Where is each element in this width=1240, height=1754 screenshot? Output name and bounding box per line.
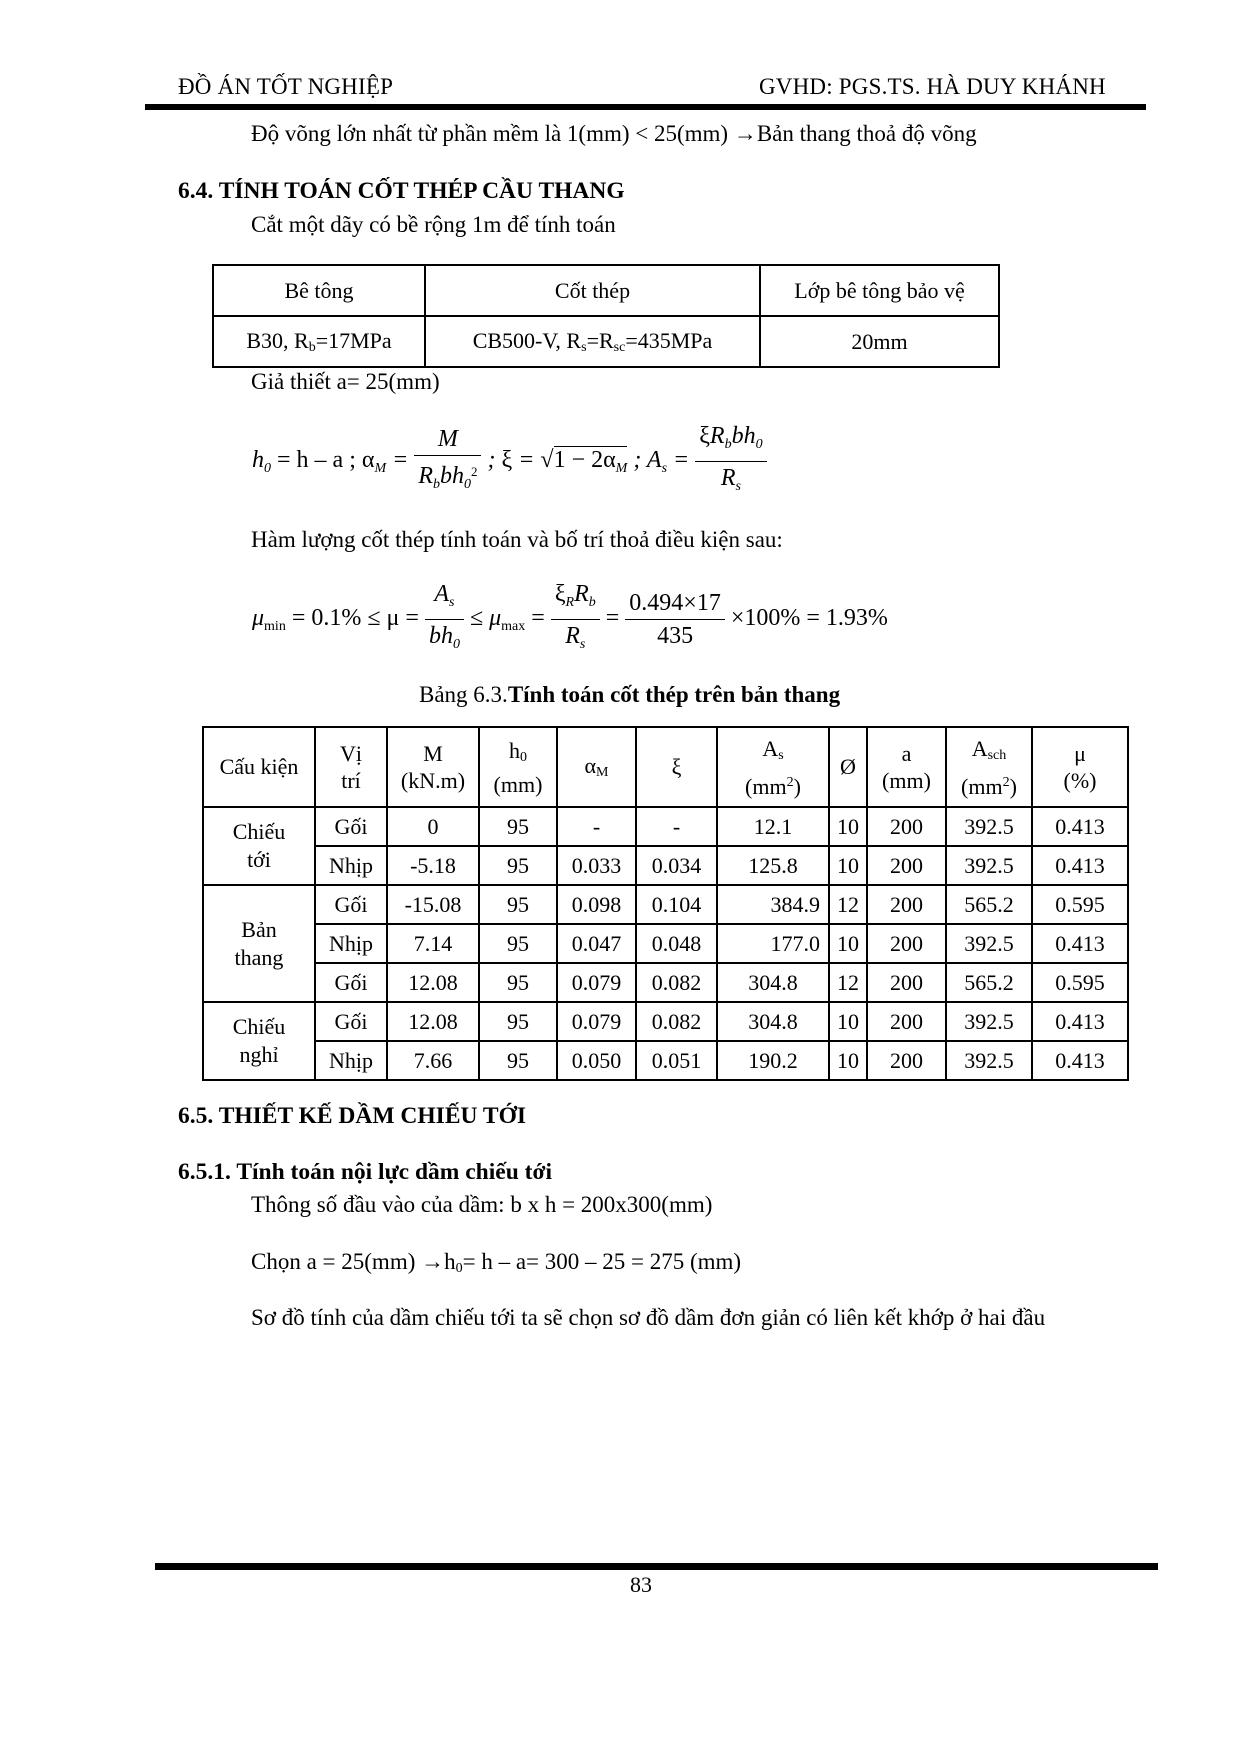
cell: Nhịp bbox=[315, 846, 387, 885]
cell: 95 bbox=[479, 885, 557, 924]
cell: Nhịp bbox=[315, 924, 387, 963]
ratio-condition-text: Hàm lượng cốt thép tính toán và bố trí thoả điều kiện sau: bbox=[251, 527, 783, 552]
footer-rule bbox=[155, 1563, 1158, 1570]
col-h0: $h_0$ (mm) bbox=[479, 727, 557, 807]
choose-a-line: Chọn $a = 25(mm) \to h_0= h - a= 300 - 25 = 275$ (mm) bbox=[251, 1249, 742, 1276]
cell: 12.1 bbox=[717, 807, 829, 846]
col-diameter: Ø bbox=[829, 727, 867, 807]
cell: 565.2 bbox=[946, 885, 1032, 924]
cell: 0.413 bbox=[1032, 807, 1128, 846]
section-6-5-title: 6.5. THIẾT KẾ DẦM CHIẾU TỚI bbox=[178, 1103, 527, 1129]
cell: 12.08 bbox=[387, 1002, 479, 1041]
table-row bbox=[203, 963, 1128, 1002]
cell: Gối bbox=[315, 1002, 387, 1041]
cell: 0.413 bbox=[1032, 1002, 1128, 1041]
materials-steel: CB500-V, $R_s=R_{sc}=435MPa$ bbox=[425, 316, 760, 367]
table-row bbox=[203, 807, 1128, 846]
cell: 392.5 bbox=[946, 1041, 1032, 1080]
cell: 0.413 bbox=[1032, 1041, 1128, 1080]
steel-table-header-row bbox=[203, 727, 1128, 807]
header-right: GVHD: PGS.TS. HÀ DUY KHÁNH bbox=[759, 74, 1106, 99]
cell: 392.5 bbox=[946, 846, 1032, 885]
cell: 12.08 bbox=[387, 963, 479, 1002]
cell: 304.8 bbox=[717, 1002, 829, 1041]
header-left: ĐỒ ÁN TỐT NGHIỆP bbox=[178, 74, 394, 99]
cell: Gối bbox=[315, 885, 387, 924]
materials-cover: 20mm bbox=[760, 316, 999, 367]
group-ban-thang: Bản thang bbox=[203, 885, 315, 1002]
cell: 10 bbox=[829, 924, 867, 963]
col-mu: μ (%) bbox=[1032, 727, 1128, 807]
cell: - bbox=[636, 807, 717, 846]
cell: 0.082 bbox=[636, 963, 717, 1002]
cell: 0.082 bbox=[636, 1002, 717, 1041]
col-member: Cấu kiện bbox=[203, 727, 315, 807]
cell: 10 bbox=[829, 1002, 867, 1041]
cell: 0.595 bbox=[1032, 885, 1128, 924]
cell: 12 bbox=[829, 885, 867, 924]
materials-table bbox=[212, 264, 1000, 368]
cell: 384.9 bbox=[717, 885, 829, 924]
formula-design: $h_0 = h - a$ ; $\alpha_M$ = $\frac{M}{R_bbh_0^2}$ ; $\xi = √1 - 2\alpha_M$ ; $A_s$ = $\frac{\xi R_bbh_0}{R_s}$ bbox=[252, 420, 767, 503]
cell: 10 bbox=[829, 1041, 867, 1080]
table-row bbox=[203, 1041, 1128, 1080]
table-row bbox=[203, 885, 1128, 924]
cell: 0.413 bbox=[1032, 846, 1128, 885]
cell: 0.051 bbox=[636, 1041, 717, 1080]
cell: -5.18 bbox=[387, 846, 479, 885]
cell: 95 bbox=[479, 1041, 557, 1080]
cell: 304.8 bbox=[717, 963, 829, 1002]
cell: 0.079 bbox=[557, 1002, 636, 1041]
group-chieu-toi: Chiếu tới bbox=[203, 807, 315, 885]
table-row bbox=[203, 924, 1128, 963]
cell: 95 bbox=[479, 846, 557, 885]
cell: 0.047 bbox=[557, 924, 636, 963]
materials-header-steel: Cốt thép bbox=[425, 265, 760, 316]
cell: 7.14 bbox=[387, 924, 479, 963]
cell: 0.033 bbox=[557, 846, 636, 885]
formula-ratio: $\mu_{min} = 0.1\% \le \mu$ = $\frac{A_s}{bh_0}$ ≤ $\mu_{max}$ = $\frac{\xi_RR_b}{R_s}$ = $\frac{0.494\times 17}{435}$ ×100% = 1.93% bbox=[252, 578, 888, 661]
cell: -15.08 bbox=[387, 885, 479, 924]
cell: 565.2 bbox=[946, 963, 1032, 1002]
cell: 0.413 bbox=[1032, 924, 1128, 963]
cell: 0.048 bbox=[636, 924, 717, 963]
cell: 10 bbox=[829, 807, 867, 846]
cell: 95 bbox=[479, 924, 557, 963]
cell: 0 bbox=[387, 807, 479, 846]
header-rule bbox=[145, 104, 1146, 110]
table-caption: Bảng 6.3.Tính toán cốt thép trên bản thang bbox=[419, 682, 841, 707]
col-spacing: a (mm) bbox=[867, 727, 946, 807]
steel-table bbox=[202, 726, 1129, 1081]
section-6-4-intro: Cắt một dãy có bề rộng 1m để tính toán bbox=[251, 212, 616, 237]
cell: 190.2 bbox=[717, 1041, 829, 1080]
cell: 0.034 bbox=[636, 846, 717, 885]
cell: 10 bbox=[829, 846, 867, 885]
cell: Gối bbox=[315, 807, 387, 846]
deflection-paragraph: Độ võng lớn nhất từ phần mềm là 1(mm) < 25(mm) →Bản thang thoả độ võng bbox=[251, 121, 977, 146]
cell: 0.079 bbox=[557, 963, 636, 1002]
col-as: $A_s$ $(mm^2)$ bbox=[717, 727, 829, 807]
cell: 200 bbox=[867, 1002, 946, 1041]
materials-header-cover: Lớp bê tông bảo vệ bbox=[760, 265, 999, 316]
cell: 200 bbox=[867, 885, 946, 924]
cell: 0.098 bbox=[557, 885, 636, 924]
page-number: 83 bbox=[630, 1572, 652, 1597]
cell: 95 bbox=[479, 1002, 557, 1041]
cell: 177.0 bbox=[717, 924, 829, 963]
cell: 200 bbox=[867, 846, 946, 885]
cell: 392.5 bbox=[946, 1002, 1032, 1041]
col-xi: ξ bbox=[636, 727, 717, 807]
cell: 7.66 bbox=[387, 1041, 479, 1080]
section-6-4-title: 6.4. TÍNH TOÁN CỐT THÉP CẦU THANG bbox=[178, 178, 625, 204]
col-position: Vị trí bbox=[315, 727, 387, 807]
cell: 200 bbox=[867, 963, 946, 1002]
cell: 200 bbox=[867, 1041, 946, 1080]
table-row bbox=[203, 1002, 1128, 1041]
table-row bbox=[203, 846, 1128, 885]
cell: 0.104 bbox=[636, 885, 717, 924]
cell: 0.050 bbox=[557, 1041, 636, 1080]
cell: 95 bbox=[479, 807, 557, 846]
cell: 12 bbox=[829, 963, 867, 1002]
cell: 0.595 bbox=[1032, 963, 1128, 1002]
col-moment: M (kN.m) bbox=[387, 727, 479, 807]
cell: 95 bbox=[479, 963, 557, 1002]
col-alpha: $\alpha_M$ bbox=[557, 727, 636, 807]
col-asch: $A_{sch}$ $(mm^2)$ bbox=[946, 727, 1032, 807]
materials-header-concrete: Bê tông bbox=[213, 265, 425, 316]
cell: Gối bbox=[315, 963, 387, 1002]
cell: Nhịp bbox=[315, 1041, 387, 1080]
cell: 200 bbox=[867, 807, 946, 846]
assume-a: Giả thiết a= 25(mm) bbox=[251, 369, 440, 394]
section-6-5-1-title: 6.5.1. Tính toán nội lực dầm chiếu tới bbox=[178, 1159, 553, 1185]
beam-scheme-paragraph: Sơ đồ tính của dầm chiếu tới ta sẽ chọn sơ đồ dầm đơn giản có liên kết khớp ở hai đầu bbox=[251, 1305, 1046, 1330]
cell: 125.8 bbox=[717, 846, 829, 885]
cell: - bbox=[557, 807, 636, 846]
group-chieu-nghi: Chiếu nghỉ bbox=[203, 1002, 315, 1080]
cell: 392.5 bbox=[946, 924, 1032, 963]
materials-concrete: B30, $R_b=17MPa$ bbox=[213, 316, 425, 367]
cell: 392.5 bbox=[946, 807, 1032, 846]
cell: 200 bbox=[867, 924, 946, 963]
beam-input-params: Thông số đầu vào của dầm: b x h = 200x300(mm) bbox=[251, 1192, 713, 1217]
